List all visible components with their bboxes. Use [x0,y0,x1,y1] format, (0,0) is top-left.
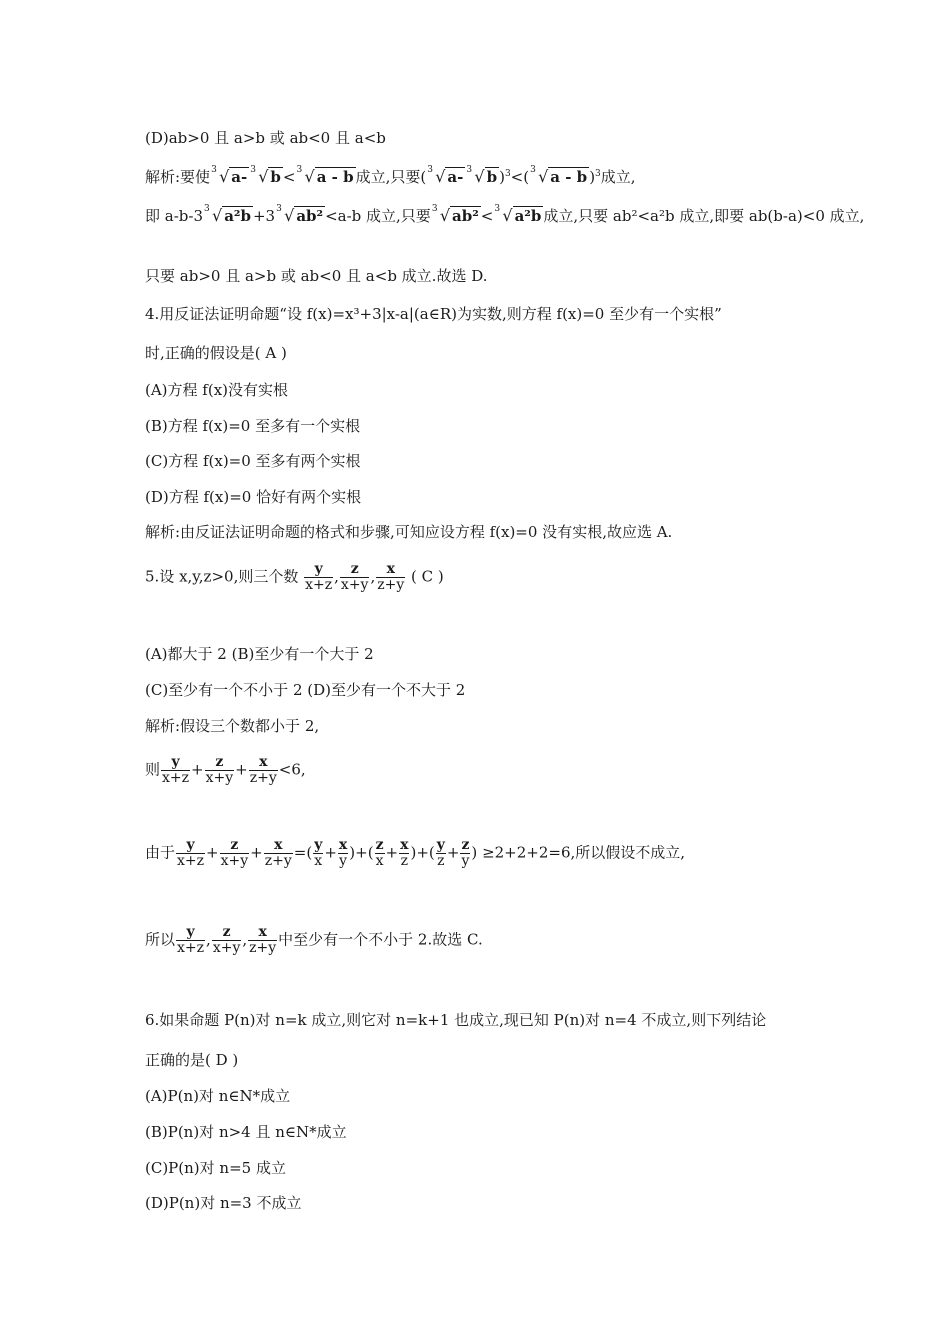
question-5-solution-3 [145,838,685,869]
denominator: z+y [377,577,405,593]
cube-root [431,204,481,226]
root-sign: √ [212,206,223,225]
text: 所以 [145,930,176,949]
question-4-stem: 4.用反证法证明命题“设 f(x)=x³+3|x-a|(a∈R)为实数,则方程 f(x)=0 至少有一个实根” [145,305,722,323]
root-sign: √ [538,167,549,186]
numerator: x [338,837,348,853]
denominator: y [339,853,348,869]
numerator: z [340,562,370,578]
root-sign: √ [502,206,513,225]
text: 成立,只要( [355,168,427,186]
fraction [264,838,293,869]
text: 成立,只要 ab²<a²b 成立,即要 ab(b-a)<0 成立, [543,207,865,225]
numerator: x [376,562,405,578]
numerator: y [436,837,445,853]
root-index: 3 [211,165,217,175]
cube-root [250,165,283,187]
root-index: 3 [466,165,473,175]
text: +3 [252,207,276,225]
numerator: y [304,562,333,578]
text: ( [367,843,374,862]
denominator: z [437,853,445,869]
denominator: x+z [162,770,190,786]
text: ≥2+2+2=6,所以假设不成立, [482,843,686,862]
text: + [355,843,368,862]
text: 解析:要使 [145,168,211,186]
denominator: z+y [249,940,277,956]
denominator: x+z [177,940,205,956]
fraction [248,925,277,956]
text: + [206,843,219,862]
text: 即 a-b-3 [145,207,203,225]
fraction [220,838,250,869]
cube-root [211,165,249,187]
question-4-option-b: (B)方程 f(x)=0 至多有一个实根 [145,417,361,435]
numerator: y [314,837,323,853]
numerator: x [248,925,277,941]
fraction [176,925,205,956]
root-body: ab² [452,207,479,225]
text: ( C ) [411,567,444,586]
cube-root [276,204,325,226]
text: 则 [145,760,161,779]
question-5-solution-4 [145,925,483,956]
root-sign: √ [435,167,446,186]
solution-radical-line-2 [145,206,864,226]
denominator: x+y [340,577,369,593]
denominator: x+y [220,853,249,869]
text: , [334,567,339,586]
root-body: a- [447,168,464,186]
text: + [385,843,399,862]
exponent: 3 [504,169,511,179]
fraction [313,838,323,869]
text: <( [510,168,530,186]
root-sign: √ [474,167,485,186]
denominator: z+y [249,770,277,786]
text: 5.设 x,y,z>0,则三个数 [145,567,299,586]
text: <6, [278,760,306,779]
root-index: 3 [530,165,536,175]
denominator: x+z [177,853,205,869]
numerator: y [176,925,205,941]
question-4-stem-2: 时,正确的假设是( A ) [145,344,287,362]
fraction [376,562,405,593]
numerator: z [220,838,250,854]
numerator: z [205,755,235,771]
numerator: x [400,837,409,853]
root-body: a²b [224,207,251,225]
denominator: x [375,853,384,869]
question-4-option-c: (C)方程 f(x)=0 至多有两个实根 [145,452,361,470]
root-sign: √ [258,167,269,186]
cube-root [204,204,253,226]
text: + [250,843,263,862]
numerator: x [264,838,293,854]
root-sign: √ [304,167,315,186]
cube-root [296,165,356,187]
root-index: 3 [494,204,501,214]
fraction [460,838,470,869]
text: ( [428,843,435,862]
text: <a-b 成立,只要 [325,207,431,225]
text: ) [410,843,417,862]
root-index: 3 [431,204,438,214]
cube-root [494,204,543,226]
text: + [235,760,248,779]
fraction [304,562,333,593]
question-4-option-d: (D)方程 f(x)=0 恰好有两个实根 [145,488,362,506]
text: , [370,567,376,586]
question-6-option-a: (A)P(n)对 n∈N*成立 [145,1087,291,1105]
root-body: ab² [296,207,324,225]
cube-root [530,165,589,187]
exponent: 3 [595,169,601,179]
root-body: a- [231,168,248,186]
fraction [176,838,205,869]
text: 中至少有一个不小于 2.故选 C. [278,930,483,949]
text: , [206,930,211,949]
question-5-options-cd: (C)至少有一个不小于 2 (D)至少有一个不大于 2 [145,681,466,699]
fraction [205,755,235,786]
denominator: z [400,853,408,869]
option-d-line: (D)ab>0 且 a>b 或 ab<0 且 a<b [145,129,386,147]
denominator: y [461,853,470,869]
question-6-option-d: (D)P(n)对 n=3 不成立 [145,1194,302,1212]
question-6-stem: 6.如果命题 P(n)对 n=k 成立,则它对 n=k+1 也成立,现已知 P(n)对 n=4 不成立,则下列结论 [145,1011,767,1029]
solution-conclusion: 只要 ab>0 且 a>b 或 ab<0 且 a<b 成立.故选 D. [145,267,488,285]
numerator: y [176,838,205,854]
question-6-option-c: (C)P(n)对 n=5 成立 [145,1159,286,1177]
text: + [324,843,337,862]
text: ) [589,168,596,186]
text: + [446,843,460,862]
fraction [161,755,190,786]
question-6-stem-2: 正确的是( D ) [145,1051,239,1069]
root-body: a - b [550,168,588,186]
root-index: 3 [204,204,210,214]
denominator: z+y [264,853,292,869]
text: + [191,760,204,779]
root-body: a - b [316,168,354,186]
question-6-option-b: (B)P(n)对 n>4 且 n∈N*成立 [145,1123,347,1141]
root-sign: √ [284,206,295,225]
denominator: x+z [305,577,333,593]
text: 成立, [600,168,636,186]
denominator: x+y [212,940,241,956]
question-5-solution-2 [145,755,306,786]
root-body: b [270,168,281,186]
fraction [212,925,242,956]
question-4-solution: 解析:由反证法证明命题的格式和步骤,可知应设方程 f(x)=0 没有实根,故应选 A. [145,523,673,541]
numerator: z [212,925,242,941]
solution-radical-line [145,164,636,187]
text: + [416,843,429,862]
root-index: 3 [250,165,256,175]
question-4-option-a: (A)方程 f(x)没有实根 [145,381,289,399]
root-body: a²b [514,207,542,225]
text: < [480,207,494,225]
root-body: b [486,168,498,186]
root-index: 3 [296,165,303,175]
question-5-options-ab: (A)都大于 2 (B)至少有一个大于 2 [145,645,374,663]
text: 由于 [145,843,176,862]
question-5-stem [145,562,444,593]
numerator: x [249,755,278,771]
fraction [338,838,348,869]
fraction [375,838,385,869]
cube-root [466,165,499,187]
text: ) [349,843,356,862]
numerator: z [461,837,470,853]
fraction [399,838,409,869]
text: < [282,168,296,186]
numerator: y [161,755,190,771]
root-sign: √ [439,206,451,225]
fraction [340,562,370,593]
text: , [242,930,248,949]
cube-root [427,165,465,187]
root-index: 3 [427,165,433,175]
root-sign: √ [219,167,230,186]
denominator: x [314,853,323,869]
fraction [249,755,278,786]
fraction [436,838,446,869]
denominator: x+y [205,770,234,786]
question-5-solution-1: 解析:假设三个数都小于 2, [145,717,320,735]
text: ) [471,843,478,862]
numerator: z [375,837,384,853]
text: = [293,843,307,862]
text: ( [306,843,313,862]
text: ) [499,168,505,186]
root-index: 3 [276,204,282,214]
